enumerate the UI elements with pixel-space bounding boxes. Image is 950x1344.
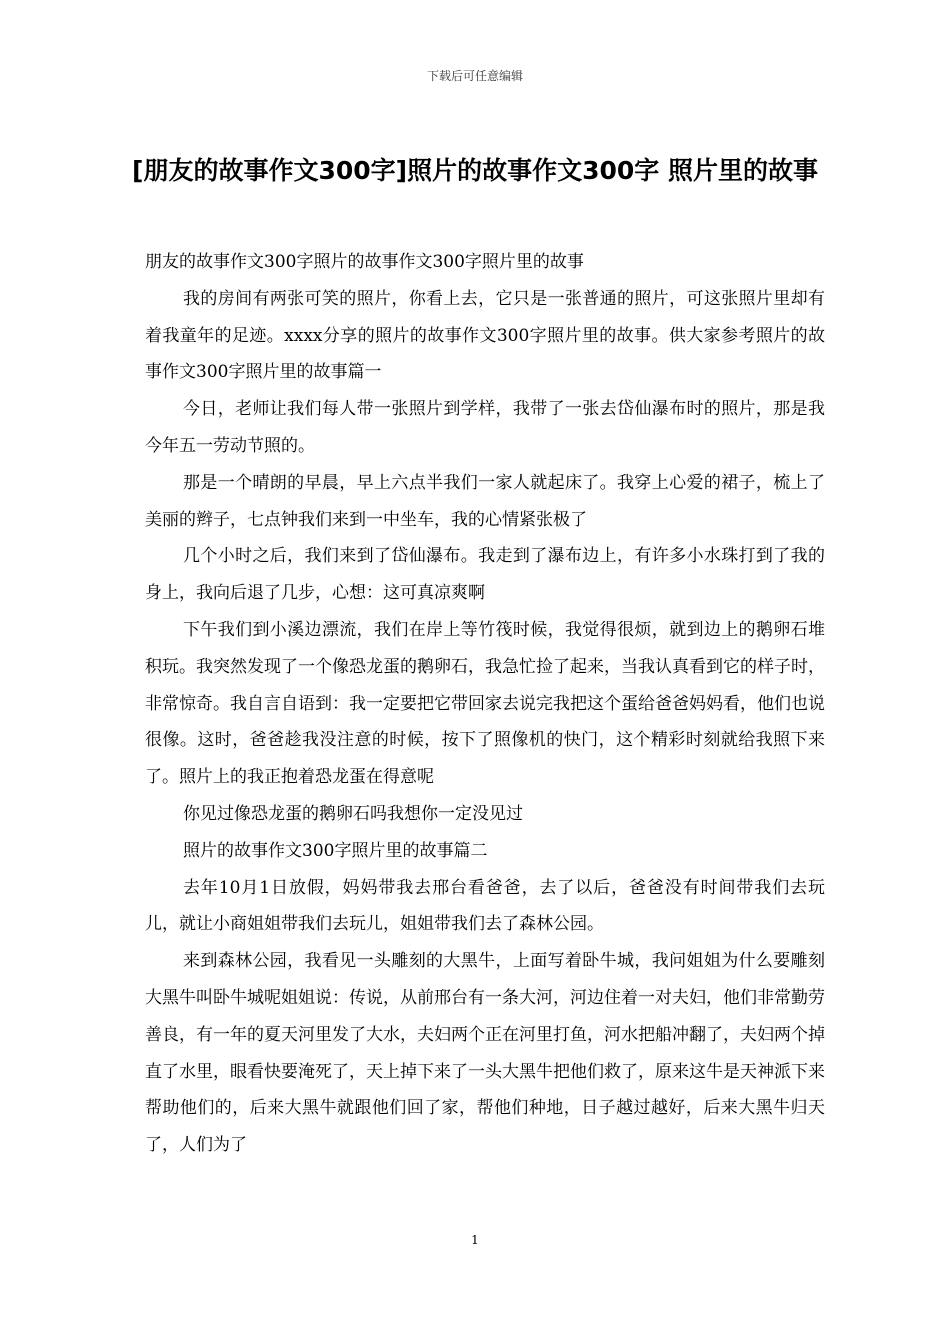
paragraph-subtitle: 朋友的故事作文300字照片的故事作文300字照片里的故事 [145, 252, 584, 272]
page-number: 1 [471, 1233, 479, 1247]
page-header-note: 下载后可任意编辑 [426, 69, 523, 83]
paragraph: 去年10月1日放假，妈妈带我去邢台看爸爸，去了以后，爸爸没有时间带我们去玩儿，就让小商姐姐带我们去玩儿，姐姐带我们去了森林公园。 [145, 877, 825, 935]
paragraph: 我的房间有两张可笑的照片，你看上去，它只是一张普通的照片，可这张照片里却有着我童年的足迹。xxxx分享的照片的故事作文300字照片里的故事。供大家参考照片的故事作文300字照片里的故事篇一 [145, 288, 825, 383]
paragraph: 来到森林公园，我看见一头雕刻的大黑牛，上面写着卧牛城，我问姐姐为什么要雕刻大黑牛叫卧牛城呢姐姐说：传说，从前邢台有一条大河，河边住着一对夫妇，他们非常勤劳善良，有一年的夏天河里发了大水，夫妇两个正在河里打鱼，河水把船冲翻了，夫妇两个掉直了水里，眼看快要淹死了，天上掉下来了一头大黑牛把他们救了，原来这牛是天神派下来帮助他们的，后来大黑牛就跟他们回了家，帮他们种地，日子越过越好，后来大黑牛归天了，人们为了 [145, 951, 825, 1156]
document-title: [朋友的故事作文300字]照片的故事作文300字 照片里的故事 [132, 156, 818, 185]
document-body [145, 244, 825, 1164]
paragraph: 今日，老师让我们每人带一张照片到学样，我带了一张去岱仙瀑布时的照片，那是我今年五一劳动节照的。 [145, 399, 825, 456]
section-heading: 照片的故事作文300字照片里的故事篇二 [183, 840, 488, 861]
paragraph: 你见过像恐龙蛋的鹅卵石吗我想你一定没见过 [183, 803, 523, 824]
paragraph: 几个小时之后，我们来到了岱仙瀑布。我走到了瀑布边上，有许多小水珠打到了我的身上，我向后退了几步，心想：这可真凉爽啊 [145, 546, 825, 604]
paragraph: 那是一个晴朗的早晨，早上六点半我们一家人就起床了。我穿上心爱的裙子，梳上了美丽的辫子，七点钟我们来到一中坐车，我的心情紧张极了 [145, 472, 825, 530]
paragraph: 下午我们到小溪边漂流，我们在岸上等竹筏时候，我觉得很烦，就到边上的鹅卵石堆积玩。我突然发现了一个像恐龙蛋的鹅卵石，我急忙捡了起来，当我认真看到它的样子时，非常惊奇。我自言自语到：我一定要把它带回家去说完我把这个蛋给爸爸妈妈看，他们也说很像。这时，爸爸趁我没注意的时候，按下了照像机的快门，这个精彩时刻就给我照下来了。照片上的我正抱着恐龙蛋在得意呢 [145, 619, 825, 788]
